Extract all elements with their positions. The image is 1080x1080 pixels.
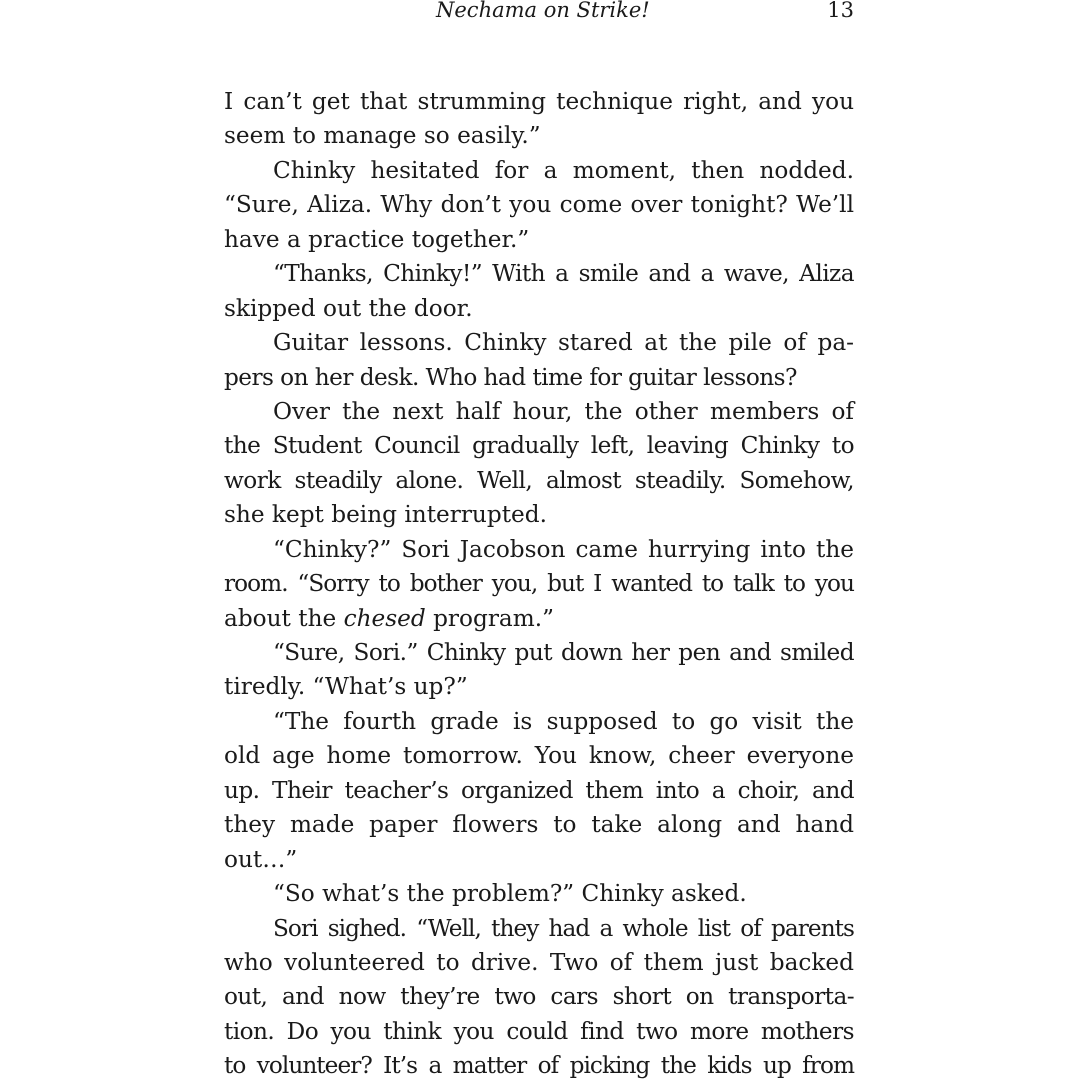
text-line-14: “Chinky?” Sori Jacobson came hurrying into the [273,535,854,563]
text-line-27: out, and now they’re two cars short on transporta- [224,983,854,1011]
text-line-11: the Student Council gradually left, leaving Chinky to [224,432,854,460]
text-line-25: Sori sighed. “Well, they had a whole list of parents [273,914,854,942]
text-line-1: I can’t get that strumming technique right, and you [224,88,854,115]
text-line-9: pers on her desk. Who had time for guitar lessons? [224,363,797,391]
page-number: 13 [827,0,854,22]
text-line-29: to volunteer? It’s a matter of picking the kids up from [224,1052,854,1080]
text-line-13: she kept being interrupted. [224,501,547,529]
text-line-7: skipped out the door. [224,294,473,322]
text-line-12: work steadily alone. Well, almost steadily. Somehow, [224,466,854,494]
text-line-16-before: about the [224,604,344,632]
text-line-20: old age home tomorrow. You know, cheer everyone [224,742,854,770]
text-line-15: room. “Sorry to bother you, but I wanted to talk to you [224,570,854,598]
text-line-28: tion. Do you think you could find two more mothers [224,1017,854,1045]
text-line-26: who volunteered to drive. Two of them just backed [224,948,854,976]
text-line-4: “Sure, Aliza. Why don’t you come over tonight? We’ll [224,191,854,219]
text-line-21: up. Their teacher’s organized them into a choir, and [224,776,854,804]
text-line-6: “Thanks, Chinky!” With a smile and a wave, Aliza [273,260,854,288]
text-line-19: “The fourth grade is supposed to go visit the [273,707,854,735]
running-title: Nechama on Strike! [436,0,650,22]
body-text [224,85,854,1080]
text-line-10: Over the next half hour, the other members of [273,397,854,425]
text-line-5: have a practice together.” [224,225,530,253]
text-line-16 [224,602,854,636]
text-line-22: they made paper flowers to take along and hand [224,811,854,839]
text-line-24: “So what’s the problem?” Chinky asked. [273,880,747,908]
running-head [224,0,854,24]
text-line-23: out…” [224,845,298,873]
text-line-8: Guitar lessons. Chinky stared at the pile of pa- [273,329,854,357]
text-line-18: tiredly. “What’s up?” [224,673,468,701]
text-line-2: seem to manage so easily.” [224,122,541,150]
text-line-17: “Sure, Sori.” Chinky put down her pen and smiled [273,639,854,666]
text-line-16-after: program.” [425,604,554,632]
italic-word-chesed: chesed [343,604,426,632]
text-line-3: Chinky hesitated for a moment, then nodded. [273,156,854,184]
